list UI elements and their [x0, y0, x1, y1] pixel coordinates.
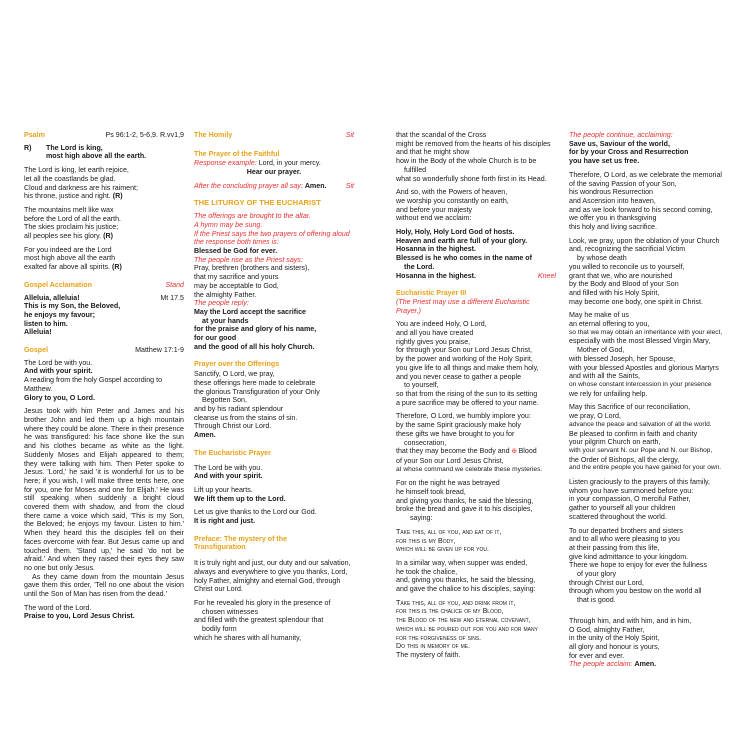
- response-example: Response example: Lord, in your mercy. Hear our prayer.: [194, 159, 354, 176]
- rubric: The people reply:: [194, 299, 249, 308]
- offering-paragraph: May he make of us an eternal offering to you, so that we may obtain an inheritance with your elect, especially with the most Blessed Virgin Mary, Mother of God, with blessed Joseph, her Spouse, with your blessed Apostles and glorious Martyrs and with all the Saints, on whose constant intercession in your presence we rely for unfailing help.: [569, 311, 723, 398]
- verse-line: his throne, justice and right. (R): [24, 192, 123, 201]
- acclamation-title: Gospel Acclamation: [24, 280, 92, 289]
- verse-line: The Lord is king, let earth rejoice,: [24, 166, 129, 175]
- verse-line: exalted far above all spirits. (R): [24, 263, 122, 272]
- dialogue-line: A reading from the holy Gospel according to Matthew.: [24, 376, 163, 393]
- powers-of-heaven: And so, with the Powers of heaven, we worship you constantly on earth, and before your majesty without end we acclaim:: [396, 188, 509, 223]
- ep3-title: Eucharistic Prayer III: [396, 289, 467, 298]
- departed-paragraph: To our departed brothers and sisters and to all who were pleasing to you at their passing from this life, give kind admittance to your kingdom. There we hope to enjoy for ever the fullness of your glory through Christ our Lord, through whom you bestow on the world all that is good.: [569, 526, 708, 605]
- rubric: If the Priest says the two prayers of offering aloud the response both times is:: [194, 229, 350, 247]
- memorial-paragraph: Therefore, O Lord, as we celebrate the memorial of the saving Passion of your Son, his wondrous Resurrection and Ascension into heaven, and as we look forward to his second coming, we offer you in thanksgiving this holy and living sacrifice.: [569, 170, 722, 232]
- prayer-offerings-text: Sanctify, O Lord, we pray, these offerings here made to celebrate the glorious Transfiguration of your Only Begotten Son, and by his radiant splendour cleanse us from the stains of sin. Through Christ our Lord. Amen.: [194, 370, 320, 440]
- after-prayer: After the concluding prayer all say: Amen. Sit: [194, 181, 354, 190]
- consecration-chalice: Take this, all of you, and drink from it, for this is the chalice of my Blood, the Blood of the new and eternal covenant, which will be poured out for you and for many for the forgiveness of sins. Do this in memory of me.: [396, 598, 538, 651]
- verse-line: For you indeed are the Lord: [24, 245, 112, 254]
- ep3-paragraph-4: In a similar way, when supper was ended, he took the chalice, and, giving you thanks, he said the blessing, and gave the chalice to his disciples, saying:: [396, 558, 536, 594]
- dialogue-3: Let us give thanks to the Lord our God. It is right and just.: [194, 508, 317, 526]
- rubric: After the concluding prayer all say:: [194, 181, 303, 190]
- prayer-offerings-header: [194, 360, 354, 369]
- acclamation-rubric: Stand: [165, 280, 184, 289]
- verse-line: all peoples see his glory. (R): [24, 232, 113, 241]
- verse-line: The skies proclaim his justice;: [24, 223, 119, 232]
- response-line: The Lord is king,: [46, 143, 103, 152]
- ep3-paragraph-1: You are indeed Holy, O Lord, and all you have created rightly gives you praise, for through your Son our Lord Jesus Christ, by the power and working of the Holy Spirit, you give life to all things and make them holy, and you never cease to gather a people to yourself, so that from the rising of the sun to its setting a pure sacrifice may be offered to your name.: [396, 320, 539, 407]
- response-line: most high above all the earth.: [46, 152, 147, 161]
- liturgy-eucharist-title: THE LITURGY OF THE EUCHARIST: [194, 197, 321, 207]
- reconciliation-paragraph: May this Sacrifice of our reconciliation, we pray, O Lord, advance the peace and salvation of all the world. Be pleased to confirm in faith and charity your pilgrim Church on earth, with your servant N. our Pope and N. our Bishop, the Order of Bishops, all the clergy, and the entire people you have gained for your own.: [569, 403, 722, 472]
- mystery-of-faith: The mystery of faith.: [396, 650, 461, 659]
- rubric: The people continue, acclaiming:: [569, 131, 673, 139]
- acclamation-line: listen to him.: [24, 319, 68, 328]
- rubric: A hymn may be sung.: [194, 220, 263, 229]
- response-text: [46, 144, 146, 161]
- eucharistic-prayer-title: The Eucharistic Prayer: [194, 448, 271, 457]
- preface-title: Preface: The mystery of the Transfiguration: [194, 534, 288, 552]
- eucharistic-prayer-header: [194, 449, 354, 458]
- prayer-faithful-header: [194, 150, 354, 159]
- rubric: The people rise as the Priest says:: [194, 255, 303, 264]
- psalm-reference: Ps 96:1-2, 5-6,9. R.vv1,9: [105, 131, 184, 139]
- psalm-header: [24, 131, 184, 140]
- cross-icon: ✠: [511, 449, 517, 456]
- gospel-dialogue: [24, 359, 184, 403]
- ep3-header: [396, 289, 556, 298]
- column-4: [569, 131, 735, 674]
- preface-text-2: For he revealed his glory in the presence of chosen witnesses and filled with the greatest splendour that bodily form which he shares with all humanity,: [194, 598, 331, 642]
- family-paragraph: Listen graciously to the prayers of this family, whom you have summoned before you: in your compassion, O merciful Father, gather to yourself all your children scattered throughout the world.: [569, 478, 711, 521]
- oblation-paragraph: Look, we pray, upon the oblation of your Church and, recognizing the sacrificial Victim by whose death you willed to reconcile us to yourself, grant that we, who are nourished by the Body and Blood of your Son and filled with his Holy Spirit, may become one body, one spirit in Christ.: [569, 236, 720, 306]
- acclamation-line: he enjoys my favour;: [24, 310, 95, 319]
- acclamation-block: The people continue, acclaiming: Save us, Saviour of the world, for by your Cross and Resurrection you have set us free.: [569, 131, 735, 166]
- rubric: The people acclaim:: [569, 660, 633, 669]
- sanctus: Holy, Holy, Holy Lord God of hosts. Heaven and earth are full of your glory. Hosanna in the highest. Blessed is he who comes in the name of the Lord. Hosanna in the highest. Kneel: [396, 228, 556, 280]
- rubric: The offerings are brought to the altar.: [194, 212, 311, 221]
- dialogue-response: And with your spirit.: [24, 367, 93, 376]
- gospel-header: [24, 346, 184, 355]
- response: Blessed be God for ever.: [194, 247, 278, 256]
- ep3-rubric: (The Priest may use a different Eucharistic Prayer.): [396, 297, 530, 315]
- column-3: [396, 131, 556, 665]
- dialogue-1: The Lord be with you. And with your spirit.: [194, 463, 263, 481]
- dialogue-2: Lift up your hearts. We lift them up to the Lord.: [194, 485, 286, 503]
- homily-header: [194, 131, 354, 140]
- dialogue-response: Praise to you, Lord Jesus Christ.: [24, 612, 135, 621]
- column-2: [194, 131, 354, 647]
- dialogue-response: Glory to you, O Lord.: [24, 393, 95, 402]
- psalm-stanza-2: [24, 206, 184, 241]
- gospel-text: Jesus took with him Peter and James and his brother John and led them up a high mountain where they could be alone. There in their presence he was transfigured: his face shone like the sun and his clothes became as white as the light. Suddenly Moses and Elijah appeared to them; they were talking with him. Then Peter spoke to Jesus. 'Lord,' he said 'it is wonderful for us to be here; if you wish, I will make three tents here, one for you, one for Moses and one for Elijah.' He was still speaking when suddenly a bright cloud covered them with shadow, and from the cloud there came a voice which said, 'This is my Son, the Beloved; he enjoys my favour. Listen to him.' When they heard this the disciples fell on their faces overcome with fear. But Jesus came up and touched them. 'Stand up,' he said 'do not be afraid.' And when they raised their eyes they saw no one but only Jesus.: [24, 407, 184, 572]
- dialogue-line: The Lord be with you.: [24, 358, 93, 367]
- verse-line: before the Lord of all the earth.: [24, 214, 122, 223]
- acclamation-text: [24, 294, 184, 338]
- psalm-stanza-1: [24, 166, 184, 201]
- response: Hear our prayer.: [246, 168, 302, 177]
- prayer-faithful-title: The Prayer of the Faithful: [194, 149, 280, 158]
- offering-rubrics: The offerings are brought to the altar. A hymn may be sung. If the Priest says the two prayers of offering aloud the response both times is: Blessed be God for ever. The people rise as the Priest says: Pray, brethren (brothers and sisters), that my sacrifice and yours may be acceptable to God, the almighty Father. The people reply:: [194, 212, 354, 308]
- psalm-response: [24, 144, 184, 161]
- homily-title: The Homily: [194, 131, 233, 139]
- response-label: R): [24, 143, 32, 152]
- homily-rubric: Sit: [345, 131, 354, 139]
- gospel-conclusion: [24, 604, 184, 621]
- dialogue-line: The word of the Lord.: [24, 603, 92, 612]
- acclamation-line: Alleluia, alleluia!: [24, 293, 80, 302]
- verse-line: Cloud and darkness are his raiment;: [24, 183, 138, 192]
- prayer-offerings-title: Prayer over the Offerings: [194, 360, 280, 369]
- doxology: Through him, and with him, and in him, O God, almighty Father, in the unity of the Holy Spirit, all glory and honour is yours, for ever and ever. The people acclaim: Amen.: [569, 616, 692, 669]
- psalm-title: Psalm: [24, 131, 45, 139]
- verse-line: let all the coastlands be glad.: [24, 174, 116, 183]
- rubric: Sit: [345, 181, 354, 190]
- ep3-paragraph-3: For on the night he was betrayed he himself took bread, and giving you thanks, he said the blessing, broke the bread and gave it to his disciples, saying:: [396, 479, 534, 523]
- verse-line: most high above all the earth: [24, 254, 116, 263]
- gospel-text-2: As they came down from the mountain Jesus gave them this order, 'Tell no one about the vision until the Son of Man has risen from the dead.': [24, 572, 184, 599]
- preface-text: It is truly right and just, our duty and our salvation, always and everywhere to give you thanks, Lord, holy Father, almighty and eternal God, through Christ our Lord.: [194, 559, 351, 594]
- acclamation-header: [24, 281, 184, 290]
- gospel-title: Gospel: [24, 346, 49, 355]
- gospel-reference: Matthew 17:1-9: [135, 346, 184, 355]
- preface-header: [194, 535, 354, 552]
- ep3-paragraph-2: Therefore, O Lord, we humbly implore you: by the same Spirit graciously make holy these gifts we have brought to you for consecration, that they may become the Body and ✠ Blood of your Son our Lord Jesus Christ, at whose command we celebrate these mysteries.: [396, 412, 543, 473]
- verse-line: The mountains melt like wax: [24, 205, 114, 214]
- column-1: [24, 131, 184, 626]
- psalm-stanza-3: [24, 246, 184, 272]
- people-reply: May the Lord accept the sacrifice at your hands for the praise and glory of his name, for our good and the good of all his holy Church.: [194, 307, 317, 351]
- consecration-bread: Take this, all of you, and eat of it, for this is my Body, which will be given up for you.: [396, 527, 502, 554]
- preface-continued: that the scandal of the Cross might be removed from the hearts of his disciples and that he might show how in the Body of the whole Church is to be fulfilled what so wonderfully shone forth first in its Head.: [396, 131, 551, 183]
- rubric: Response example:: [194, 159, 257, 168]
- acclamation-ref: Mt 17.5: [160, 293, 184, 302]
- acclamation-line: Alleluia!: [24, 328, 52, 337]
- rubric: Kneel: [537, 271, 556, 280]
- acclamation-line: This is my Son, the Beloved,: [24, 302, 121, 311]
